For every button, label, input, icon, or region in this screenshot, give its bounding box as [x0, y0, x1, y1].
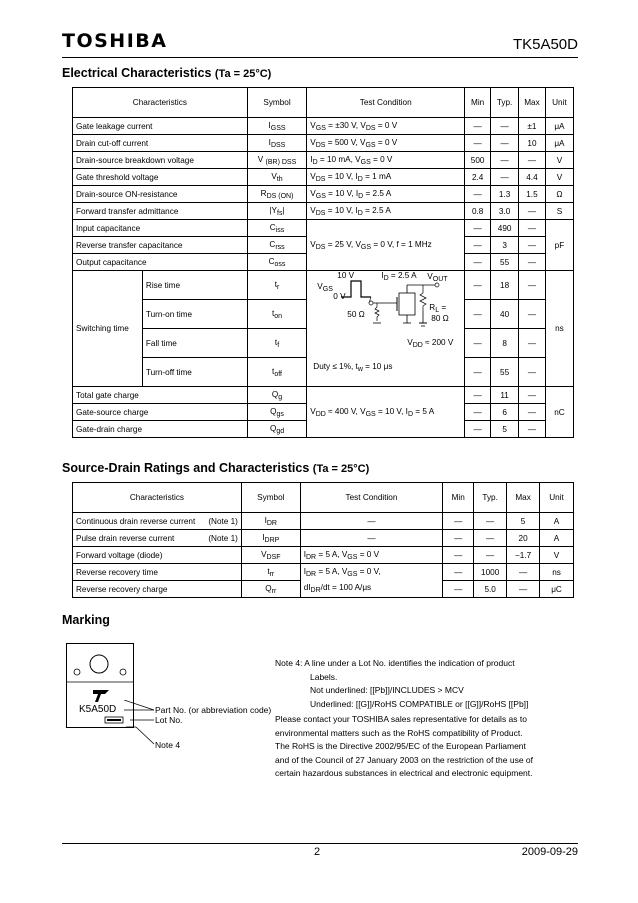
table-cell: 55	[491, 254, 519, 271]
table-cell: 500	[465, 152, 491, 169]
symbol-cell: V $_{(BR) DSS}$	[247, 152, 307, 169]
table-row	[73, 118, 574, 135]
condition-cell: —	[300, 530, 443, 547]
brand-logo: TOSHIBA	[62, 30, 168, 52]
circuit-rl-value: 80 Ω	[431, 314, 449, 323]
table-cell: —	[474, 530, 507, 547]
rohs-line: and of the Council of 27 January 2003 on the restriction of the use of	[275, 754, 534, 765]
label-lot-no: Lot No.	[155, 715, 183, 725]
toshiba-mark-icon	[93, 690, 109, 702]
header-cell: Typ.	[491, 88, 519, 118]
table-cell: —	[519, 271, 546, 300]
unit-cell: S	[545, 203, 573, 220]
table-cell: —	[491, 135, 519, 152]
table-cell: 1.5	[519, 186, 546, 203]
table-cell: 3.0	[491, 203, 519, 220]
switching-test-circuit	[307, 271, 461, 383]
circuit-id: $I_D = 2.5$ A	[381, 271, 417, 282]
char-name: Forward transfer admittance	[73, 203, 248, 220]
symbol-cell: $t_{off}$	[247, 358, 307, 387]
unit-cell: pF	[545, 220, 573, 271]
circuit-vgs-high: 10 V	[337, 271, 355, 280]
header-rule	[62, 57, 578, 58]
condition-cell: $V_{GS} = \pm 30$ V, $V_{DS} = 0$ V	[307, 118, 465, 135]
table-cell: 1.3	[491, 186, 519, 203]
condition-cell: $I_{DR} = 5$ A, $V_{GS} = 0$ V	[300, 547, 443, 564]
symbol-cell: $t_{rr}$	[241, 564, 300, 581]
table-cell: 11	[491, 387, 519, 404]
char-name: Gate threshold voltage	[73, 169, 248, 186]
table-cell: 2.4	[465, 169, 491, 186]
symbol-cell: $R_{DS (ON)}$	[247, 186, 307, 203]
elec-section-title: Electrical Characteristics (Ta = 25°C)	[62, 66, 272, 80]
char-name: Output capacitance	[73, 254, 248, 271]
table-cell: —	[519, 220, 546, 237]
table-row	[73, 203, 574, 220]
char-name: Input capacitance	[73, 220, 248, 237]
table-cell: −1.7	[507, 547, 540, 564]
table-cell: —	[507, 564, 540, 581]
table-cell: —	[474, 547, 507, 564]
circuit-rl: $R_L$ =	[429, 303, 447, 314]
symbol-cell: $|Y_{fs}|$	[247, 203, 307, 220]
symbol-cell: $V_{th}$	[247, 169, 307, 186]
header-cell: Typ.	[474, 483, 507, 513]
table-cell: 6	[491, 404, 519, 421]
table-cell: 5	[507, 513, 540, 530]
table-cell: ±1	[519, 118, 546, 135]
table-row	[73, 186, 574, 203]
condition-cell: $V_{DS} = 10$ V, $I_D = 2.5$ A	[307, 203, 465, 220]
table-cell: —	[491, 118, 519, 135]
table-cell: 1000	[474, 564, 507, 581]
unit-cell: ns	[545, 271, 573, 387]
condition-cell: $V_{DD} \approx 400$ V, $V_{GS} = 10$ V, $I_D = 5$ A	[307, 387, 465, 438]
table-cell: 0.8	[465, 203, 491, 220]
table-cell: —	[519, 329, 546, 358]
table-cell: 20	[507, 530, 540, 547]
char-name: Drain-source breakdown voltage	[73, 152, 248, 169]
symbol-cell: $t_f$	[247, 329, 307, 358]
condition-cell: $dI_{DR}/dt = 100$ A/μs	[300, 581, 443, 598]
note4-line: Labels.	[310, 671, 338, 682]
table-row	[73, 564, 574, 581]
unit-cell: Ω	[545, 186, 573, 203]
sub-char-name: Turn-on time	[142, 300, 247, 329]
char-name: Reverse recovery time	[73, 564, 242, 581]
note4-line: Not underlined: [[Pb]]/INCLUDES > MCV	[310, 685, 464, 695]
elec-table	[72, 87, 574, 438]
table-row	[73, 169, 574, 186]
table-cell: —	[519, 358, 546, 387]
unit-cell: V	[545, 152, 573, 169]
table-cell: —	[465, 186, 491, 203]
char-name: Continuous drain reverse current (Note 1)	[73, 513, 242, 530]
table-cell: —	[465, 329, 491, 358]
table-cell: —	[519, 387, 546, 404]
table-cell: 5.0	[474, 581, 507, 598]
table-cell: 8	[491, 329, 519, 358]
condition-cell: $I_{DR} = 5$ A, $V_{GS} = 0$ V,	[300, 564, 443, 581]
sd-table	[72, 482, 574, 598]
symbol-cell: $Q_{gs}$	[247, 404, 307, 421]
label-note4: Note 4	[155, 740, 181, 750]
char-name: Total gate charge	[73, 387, 248, 404]
condition-cell	[307, 271, 465, 387]
sub-char-name: Rise time	[142, 271, 247, 300]
unit-cell: A	[540, 530, 574, 547]
table-cell: —	[519, 152, 546, 169]
table-cell: —	[465, 300, 491, 329]
table-cell: 18	[491, 271, 519, 300]
char-name: Switching time	[73, 271, 143, 387]
symbol-cell: $C_{iss}$	[247, 220, 307, 237]
header-cell: Unit	[540, 483, 574, 513]
char-name: Reverse recovery charge	[73, 581, 242, 598]
unit-cell: μA	[545, 135, 573, 152]
symbol-cell: $t_{on}$	[247, 300, 307, 329]
symbol-cell: $Q_{rr}$	[241, 581, 300, 598]
table-cell: —	[519, 421, 546, 438]
table-cell: —	[443, 547, 474, 564]
char-name: Drain-source ON-resistance	[73, 186, 248, 203]
table-row	[73, 152, 574, 169]
header-cell: Max	[519, 88, 546, 118]
table-cell: —	[519, 300, 546, 329]
table-cell: —	[465, 118, 491, 135]
circuit-vdd: $V_{DD} \approx 200$ V	[407, 338, 454, 349]
header-cell: Min	[443, 483, 474, 513]
chip-marking: K5A50D	[79, 704, 117, 715]
condition-cell: $V_{GS} = 10$ V, $I_D = 2.5$ A	[307, 186, 465, 203]
table-cell: —	[519, 404, 546, 421]
circuit-duty: Duty ≤ 1%, $t_w = 10$ μs	[313, 362, 393, 373]
char-name: Gate-drain charge	[73, 421, 248, 438]
page-number: 2	[314, 846, 321, 858]
table-cell: —	[465, 237, 491, 254]
table-cell: —	[474, 513, 507, 530]
table-cell: —	[465, 220, 491, 237]
symbol-cell: $C_{rss}$	[247, 237, 307, 254]
char-name: Forward voltage (diode)	[73, 547, 242, 564]
symbol-cell: $I_{GSS}$	[247, 118, 307, 135]
circuit-rg: 50 Ω	[347, 310, 365, 319]
condition-cell: —	[300, 513, 443, 530]
table-cell: 4.4	[519, 169, 546, 186]
footer-rule	[62, 843, 578, 844]
rohs-notice	[275, 713, 580, 781]
symbol-cell: $I_{DSS}$	[247, 135, 307, 152]
symbol-cell: $t_r$	[247, 271, 307, 300]
unit-cell: μC	[540, 581, 574, 598]
table-cell: —	[465, 404, 491, 421]
symbol-cell: $Q_{gd}$	[247, 421, 307, 438]
label-part-no: Part No. (or abbreviation code)	[155, 705, 272, 715]
table-row	[73, 581, 574, 598]
header-cell: Max	[507, 483, 540, 513]
table-cell: —	[465, 358, 491, 387]
condition-cell: $I_D = 10$ mA, $V_{GS} = 0$ V	[307, 152, 465, 169]
unit-cell: μA	[545, 118, 573, 135]
table-cell: —	[465, 387, 491, 404]
unit-cell: V	[545, 169, 573, 186]
table-cell: —	[465, 271, 491, 300]
table-header-row	[73, 483, 574, 513]
table-cell: —	[491, 169, 519, 186]
marking-title: Marking	[62, 613, 110, 627]
symbol-cell: $Q_g$	[247, 387, 307, 404]
header-cell: Test Condition	[300, 483, 443, 513]
table-cell: 55	[491, 358, 519, 387]
header-cell: Unit	[545, 88, 573, 118]
table-cell: —	[465, 254, 491, 271]
table-row	[73, 513, 574, 530]
table-cell: 3	[491, 237, 519, 254]
char-name: Drain cut-off current	[73, 135, 248, 152]
condition-cell: $V_{DS} = 25$ V, $V_{GS} = 0$ V, f = 1 MHz	[307, 220, 465, 271]
table-row	[73, 547, 574, 564]
rohs-line: The RoHS is the Directive 2002/95/EC of the European Parliament	[275, 741, 526, 751]
table-row	[73, 135, 574, 152]
table-cell: —	[507, 581, 540, 598]
symbol-cell: $V_{DSF}$	[241, 547, 300, 564]
rohs-line: environmental matters such as the RoHS compatibility of Product.	[275, 727, 523, 738]
header-cell: Test Condition	[307, 88, 465, 118]
char-name: Pulse drain reverse current (Note 1)	[73, 530, 242, 547]
table-cell: —	[519, 237, 546, 254]
table-cell: —	[443, 530, 474, 547]
symbol-cell: $I_{DRP}$	[241, 530, 300, 547]
sub-char-name: Turn-off time	[142, 358, 247, 387]
condition-cell: $V_{DS} = 500$ V, $V_{GS} = 0$ V	[307, 135, 465, 152]
table-cell: —	[491, 152, 519, 169]
circuit-vout: $V_{OUT}$	[427, 272, 448, 283]
char-name: Reverse transfer capacitance	[73, 237, 248, 254]
table-row	[73, 220, 574, 237]
unit-cell: V	[540, 547, 574, 564]
table-row	[73, 387, 574, 404]
unit-cell: A	[540, 513, 574, 530]
note4-line: Underlined: [[G]]/RoHS COMPATIBLE or [[G]]/RoHS [[Pb]]	[310, 698, 529, 709]
table-cell: 490	[491, 220, 519, 237]
unit-cell: nC	[545, 387, 573, 438]
table-cell: 10	[519, 135, 546, 152]
header-cell: Symbol	[247, 88, 307, 118]
note4-block	[275, 657, 575, 711]
sd-section-title: Source-Drain Ratings and Characteristics (Ta = 25°C)	[62, 461, 370, 475]
table-cell: 40	[491, 300, 519, 329]
note4-line: Note 4: A line under a Lot No. identifies the indication of product	[275, 658, 515, 668]
table-cell: —	[465, 421, 491, 438]
header-cell: Symbol	[241, 483, 300, 513]
table-cell: —	[465, 135, 491, 152]
table-header-row	[73, 88, 574, 118]
table-cell: —	[519, 203, 546, 220]
condition-cell: $V_{DS} = 10$ V, $I_D = 1$ mA	[307, 169, 465, 186]
circuit-vgs-low: 0 V	[333, 292, 346, 301]
table-cell: —	[443, 581, 474, 598]
char-name: Gate-source charge	[73, 404, 248, 421]
header-cell: Min	[465, 88, 491, 118]
char-name: Gate leakage current	[73, 118, 248, 135]
table-cell: —	[443, 564, 474, 581]
header-cell: Characteristics	[73, 483, 242, 513]
circuit-vgs-label: $V_{GS}$	[317, 282, 333, 293]
symbol-cell: $I_{DR}$	[241, 513, 300, 530]
rohs-line: Please contact your TOSHIBA sales representative for details as to	[275, 714, 527, 724]
rohs-line: certain hazardous substances in electrical and electronic equipment.	[275, 768, 533, 778]
header-cell: Characteristics	[73, 88, 248, 118]
sub-char-name: Fall time	[142, 329, 247, 358]
table-row	[73, 271, 574, 300]
symbol-cell: $C_{oss}$	[247, 254, 307, 271]
unit-cell: ns	[540, 564, 574, 581]
part-number: TK5A50D	[512, 36, 578, 53]
table-cell: —	[519, 254, 546, 271]
table-cell: 5	[491, 421, 519, 438]
table-row	[73, 530, 574, 547]
footer-date: 2009-09-29	[521, 846, 578, 858]
table-cell: —	[443, 513, 474, 530]
